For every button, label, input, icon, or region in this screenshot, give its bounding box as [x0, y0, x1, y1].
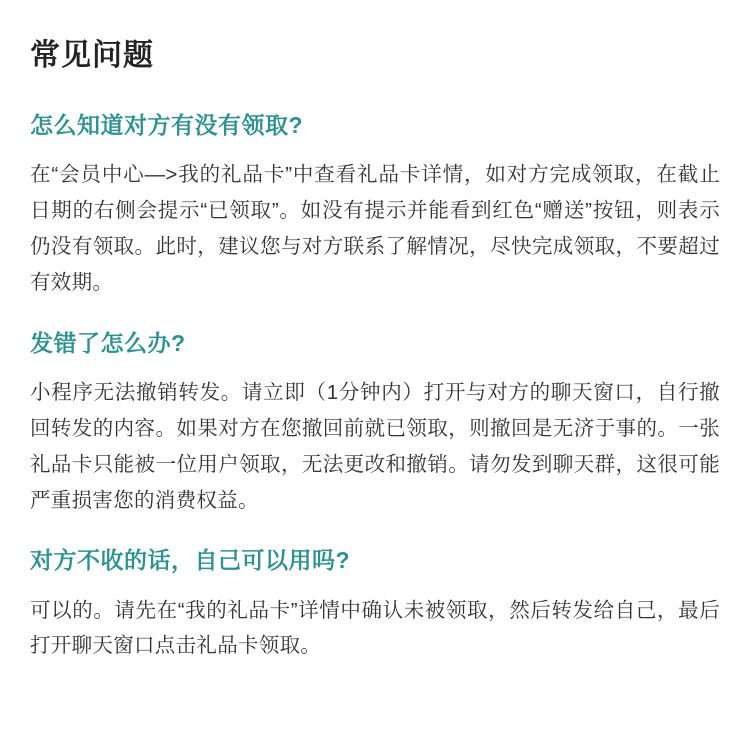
faq-question: 对方不收的话，自己可以用吗?	[30, 547, 351, 574]
faq-item	[30, 544, 720, 664]
faq-answer: 可以的。请先在“我的礼品卡”详情中确认未被领取，然后转发给自己，最后打开聊天窗口点击礼品卡领取。	[30, 598, 720, 658]
page-title: 常见问题	[30, 39, 154, 72]
faq-item	[30, 109, 720, 301]
faq-answer: 小程序无法撤销转发。请立即（1分钟内）打开与对方的聊天窗口，自行撤回转发的内容。如果对方在您撤回前就已领取，则撤回是无济于事的。一张礼品卡只能被一位用户领取，无法更改和撤销。请勿发到聊天群，这很可能严重损害您的消费权益。	[30, 380, 720, 512]
faq-question: 怎么知道对方有没有领取?	[30, 112, 304, 138]
faq-item	[30, 327, 720, 519]
faq-question: 发错了怎么办?	[30, 329, 186, 356]
faq-answer: 在“会员中心—>我的礼品卡”中查看礼品卡详情，如对方完成领取，在截止日期的右侧会提示“已领取”。如没有提示并能看到红色“赠送”按钮，则表示仍没有领取。此时，建议您与对方联系了解情况，尽快完成领取，不要超过有效期。	[30, 163, 720, 294]
